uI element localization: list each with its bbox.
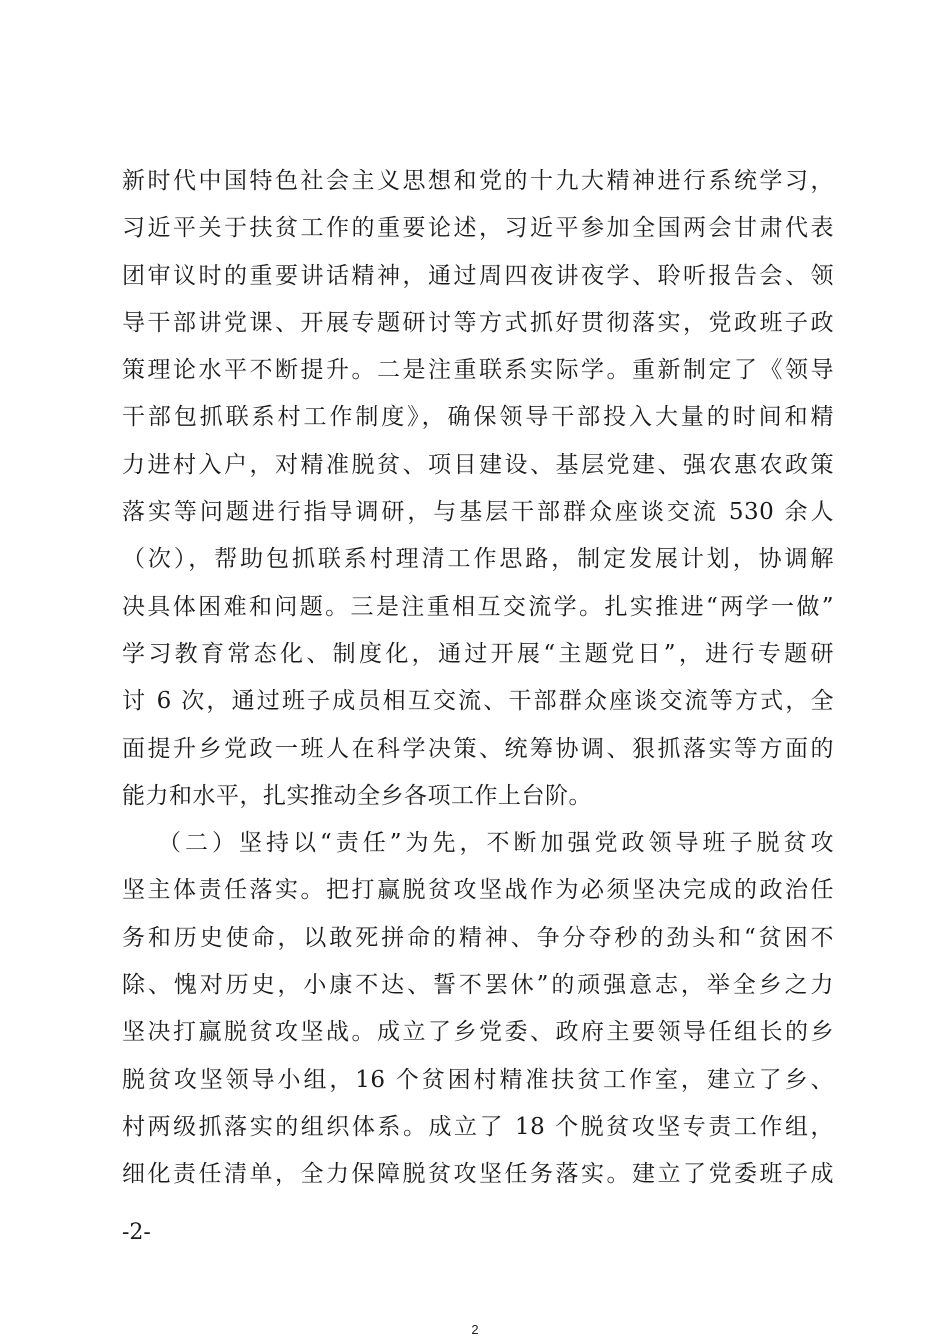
text-line: 脱贫攻坚领导小组，16 个贫困村精准扶贫工作室，建立了乡、: [122, 1066, 834, 1093]
footer-page-number: 2: [471, 1322, 479, 1337]
text-line: 新时代中国特色社会主义思想和党的十九大精神进行系统学习，: [122, 168, 834, 194]
text-line: 策理论水平不断提升。二是注重联系实际学。重新制定了《领导: [122, 357, 834, 384]
text-line: 能力和水平，扎实推动全乡各项工作上台阶。: [122, 782, 592, 809]
text-line: 干部包抓联系村工作制度》，确保领导干部投入大量的时间和精: [122, 404, 834, 431]
body-text: [122, 158, 834, 1199]
text-line: （次），帮助包抓联系村理清工作思路，制定发展计划，协调解: [122, 546, 834, 573]
text-line: 习近平关于扶贫工作的重要论述，习近平参加全国两会甘肃代表: [122, 215, 834, 242]
text-line: 团审议时的重要讲话精神，通过周四夜讲夜学、聆听报告会、领: [122, 262, 834, 289]
text-line: 导干部讲党课、开展专题研讨等方式抓好贯彻落实，党政班子政: [122, 309, 834, 336]
text-line: 决具体困难和问题。三是注重相互交流学。扎实推进“两学一做”: [122, 593, 834, 620]
text-line: 除、愧对历史，小康不达、誓不罢休”的顽强意志，举全乡之力: [122, 972, 834, 999]
text-line: 务和历史使命，以敢死拼命的精神、争分夺秒的劲头和“贫困不: [122, 924, 834, 951]
text-line: 坚主体责任落实。把打赢脱贫攻坚战作为必须坚决完成的政治任: [122, 877, 834, 904]
text-line: 力进村入户，对精准脱贫、项目建设、基层党建、强农惠农政策: [122, 451, 834, 478]
text-line: （二）坚持以“责任”为先，不断加强党政领导班子脱贫攻: [158, 830, 834, 857]
text-line: 讨 6 次，通过班子成员相互交流、干部群众座谈交流等方式，全: [122, 688, 834, 715]
text-line: 村两级抓落实的组织体系。成立了 18 个脱贫攻坚专责工作组，: [122, 1113, 834, 1140]
text-line: 细化责任清单，全力保障脱贫攻坚任务落实。建立了党委班子成: [122, 1161, 834, 1188]
text-line: 落实等问题进行指导调研，与基层干部群众座谈交流 530 余人: [122, 499, 834, 526]
page-label: -2-: [122, 1220, 151, 1245]
text-line: 面提升乡党政一班人在科学决策、统筹协调、狠抓落实等方面的: [122, 735, 834, 762]
text-line: 学习教育常态化、制度化，通过开展“主题党日”，进行专题研: [122, 640, 834, 667]
text-line: 坚决打赢脱贫攻坚战。成立了乡党委、政府主要领导任组长的乡: [122, 1019, 834, 1046]
